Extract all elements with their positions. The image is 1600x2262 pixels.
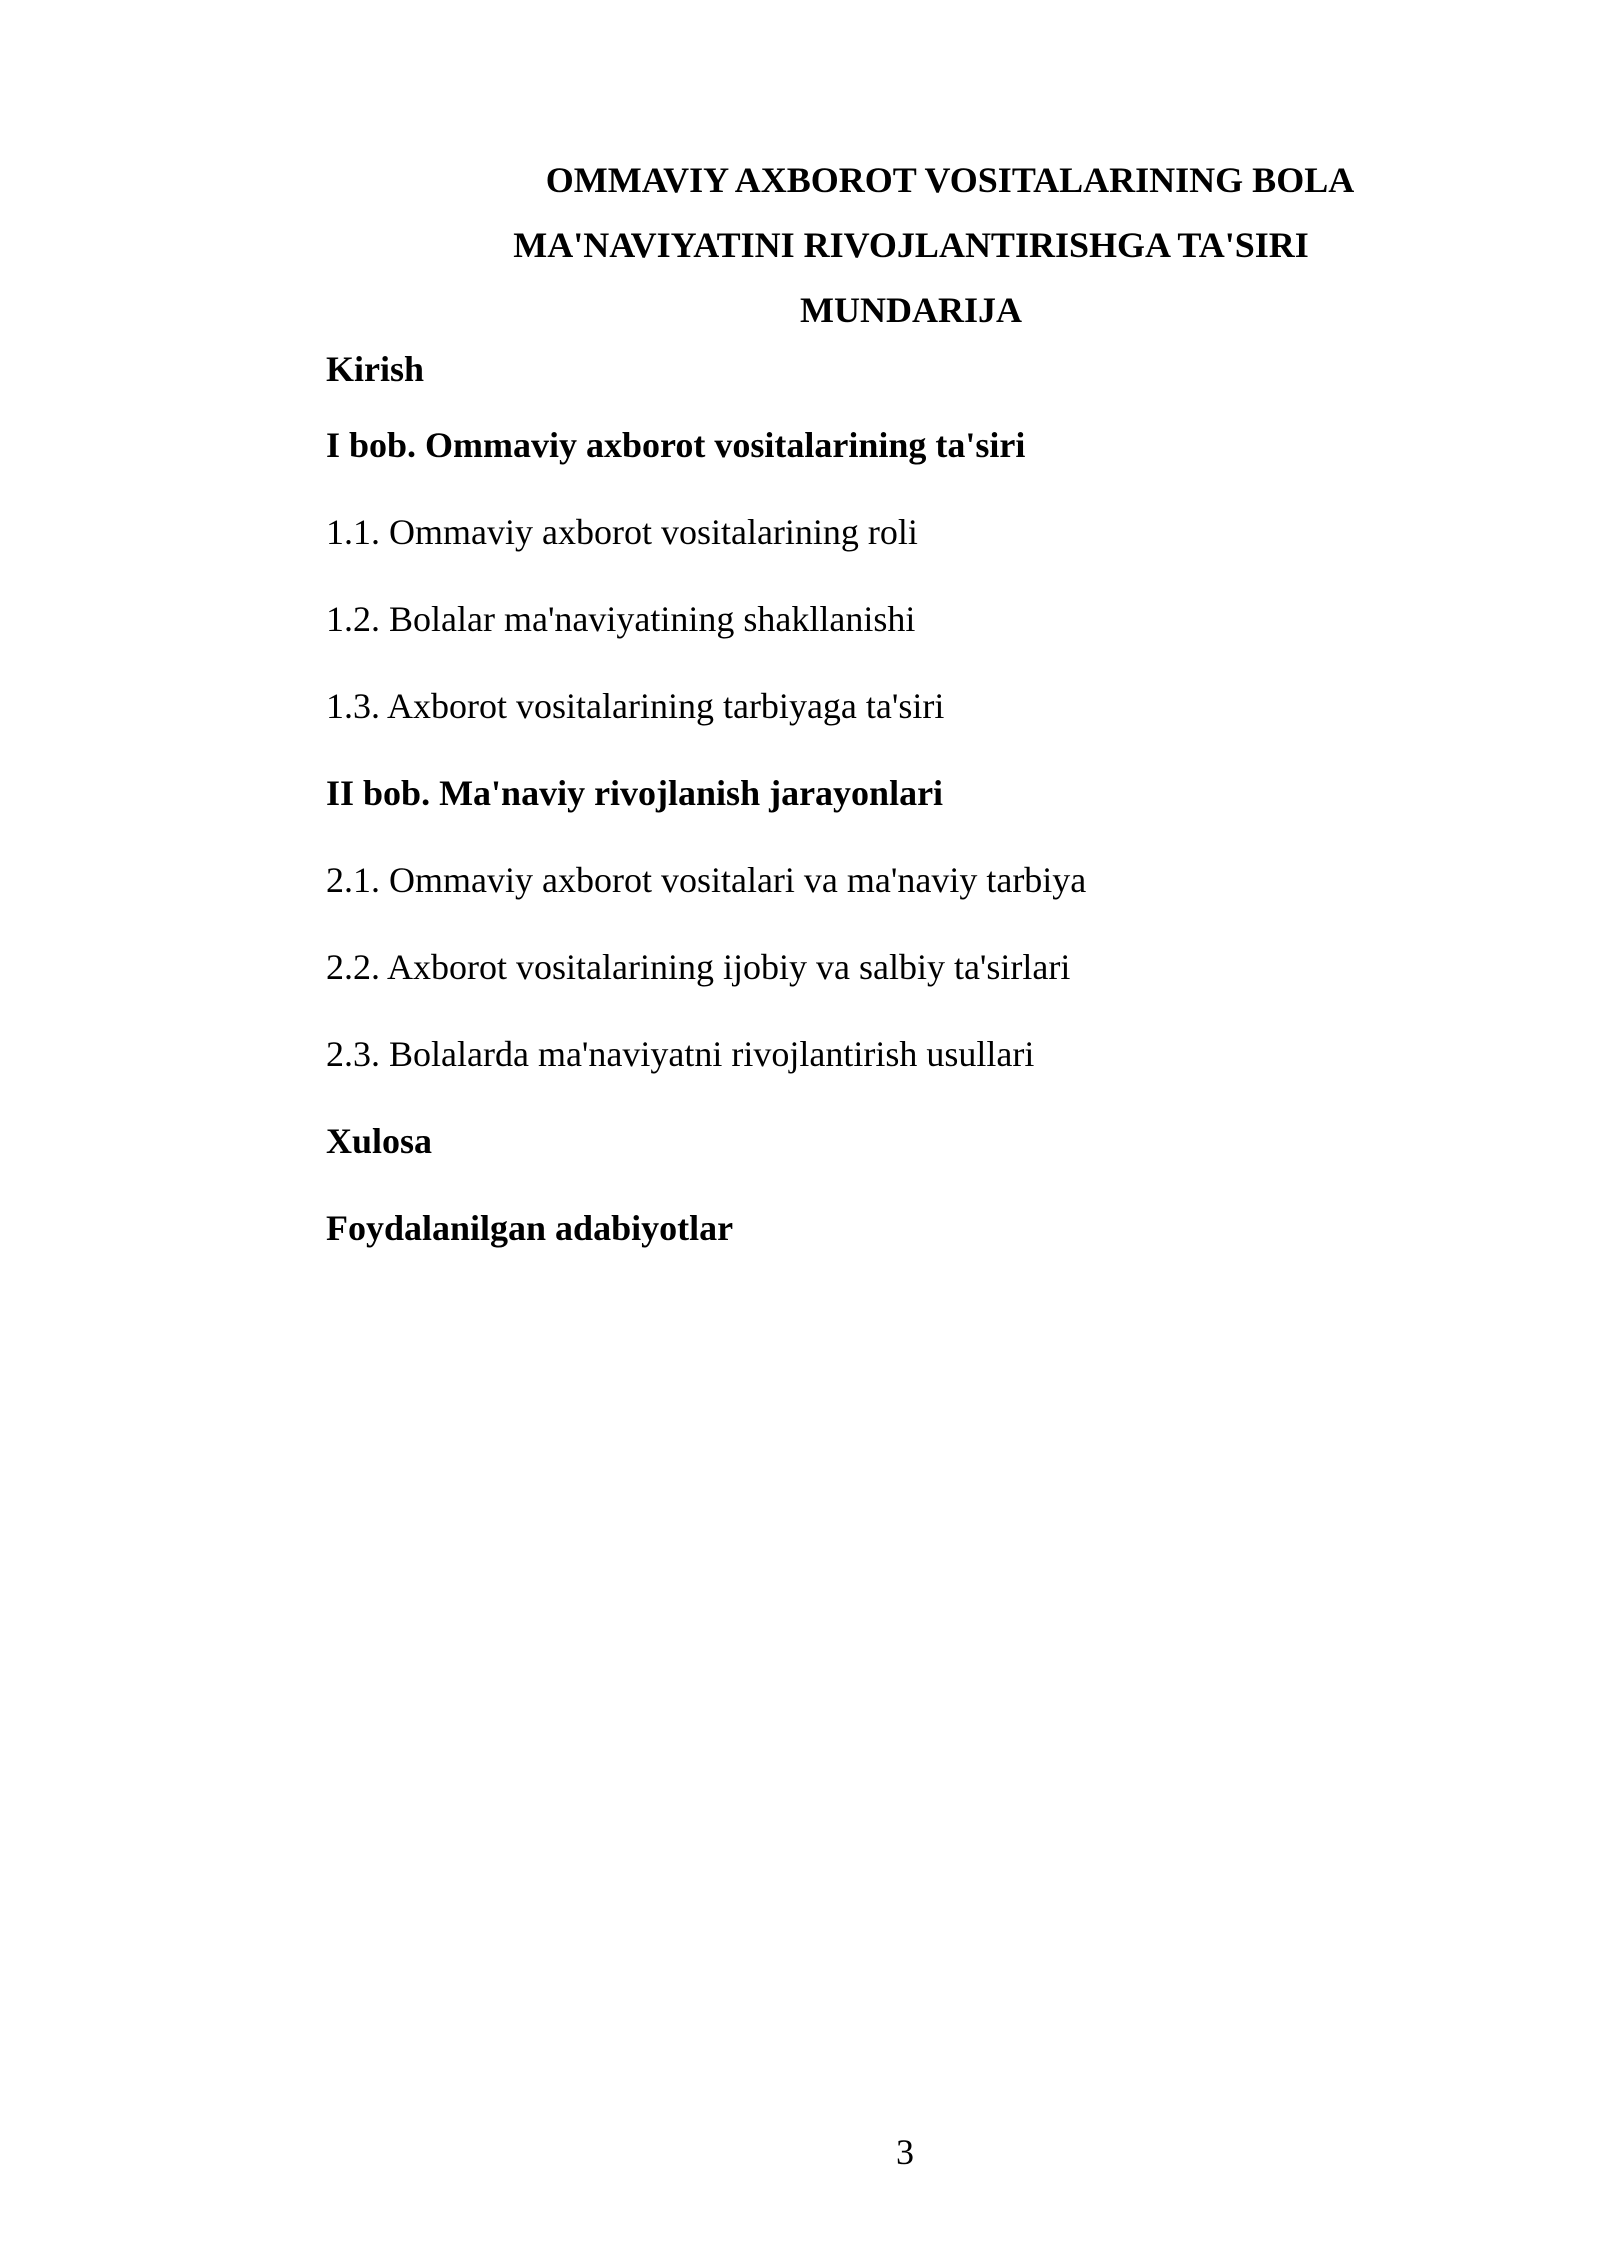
page-number: 3 [896,2132,914,2172]
toc-item-section-2-3: 2.3. Bolalarda ma'naviyatni rivojlantirish usullari [326,1034,1035,1074]
toc-item-section-1-2: 1.2. Bolalar ma'naviyatining shakllanishi [326,599,916,639]
toc-item-section-1-3: 1.3. Axborot vositalarining tarbiyaga ta'siri [326,686,945,726]
toc-item-conclusion: Xulosa [326,1121,433,1161]
toc-item-section-2-1: 2.1. Ommaviy axborot vositalari va ma'naviy tarbiya [326,860,1087,900]
document-title [326,148,1496,343]
toc-item-references: Foydalanilgan adabiyotlar [326,1208,734,1248]
contents-heading: MUNDARIJA [800,290,1022,330]
table-of-contents [326,337,1496,1272]
title-line-2: MA'NAVIYATINI RIVOJLANTIRISHGA TA'SIRI [513,225,1309,265]
title-line-1: OMMAVIY AXBOROT VOSITALARINING BOLA [545,160,1355,200]
toc-item-introduction: Kirish [326,349,425,389]
toc-item-section-1-1: 1.1. Ommaviy axborot vositalarining roli [326,512,918,552]
toc-item-chapter-1: I bob. Ommaviy axborot vositalarining ta'siri [326,425,1026,465]
toc-item-chapter-2: II bob. Ma'naviy rivojlanish jarayonlari [326,773,944,813]
toc-item-section-2-2: 2.2. Axborot vositalarining ijobiy va salbiy ta'sirlari [326,947,1071,987]
